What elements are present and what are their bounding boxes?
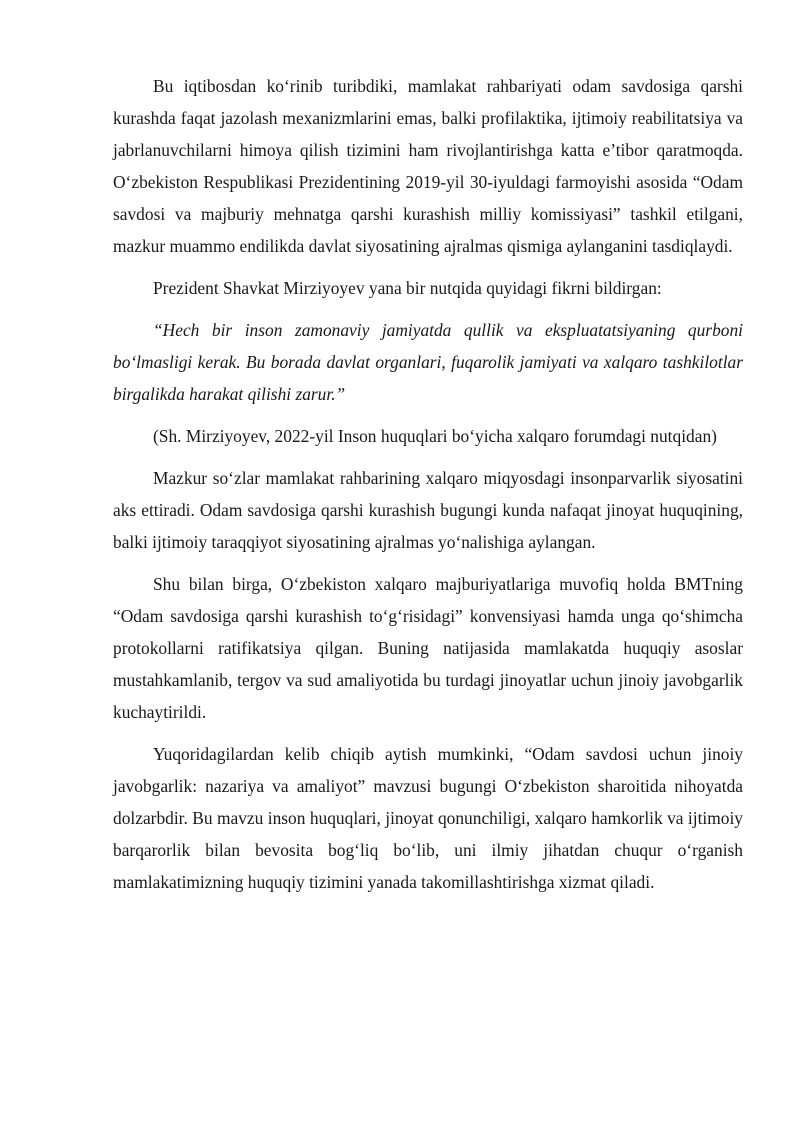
paragraph-international-obligations: Shu bilan birga, O‘zbekiston xalqaro majburiyatlariga muvofiq holda BMTning “Odam savdosiga qarshi kurashish to‘g‘risidagi” konvensiyasi hamda unga qo‘shimcha protokollarni ratifikatsiya qilgan. Buning natijasida mamlakatda huquqiy asoslar mustahkamlanib, tergov va sud amaliyotida bu turdagi jinoyatlar uchun jinoiy javobgarlik kuchaytirildi.: [113, 574, 743, 722]
document-page: [113, 70, 743, 908]
quote-citation: (Sh. Mirziyoyev, 2022-yil Inson huquqlari bo‘yicha xalqaro forumdagi nutqidan): [153, 426, 717, 446]
quote-paragraph: “Hech bir inson zamonaviy jamiyatda qullik va ekspluatatsiyaning qurboni bo‘lmasligi kerak. Bu borada davlat organlari, fuqarolik jamiyati va xalqaro tashkilotlar birgalikda harakat qilishi zarur.”: [113, 320, 743, 404]
paragraph-conclusion: Yuqoridagilardan kelib chiqib aytish mumkinki, “Odam savdosi uchun jinoiy javobgarlik: nazariya va amaliyot” mavzusi bugungi O‘zbekiston sharoitida nihoyatda dolzarbdir. Bu mavzu inson huquqlari, jinoyat qonunchiligi, xalqaro hamkorlik va ijtimoiy barqarorlik bilan bevosita bog‘liq bo‘lib, uni ilmiy jihatdan chuqur o‘rganish mamlakatimizning huquqiy tizimini yanada takomillashtirishga xizmat qiladi.: [113, 744, 743, 892]
paragraph-humanitarian-policy: Mazkur so‘zlar mamlakat rahbarining xalqaro miqyosdagi insonparvarlik siyosatini aks ettiradi. Odam savdosiga qarshi kurashish bugungi kunda nafaqat jinoyat huquqining, balki ijtimoiy taraqqiyot siyosatining ajralmas yo‘nalishiga aylangan.: [113, 468, 743, 552]
paragraph-president-statement: Prezident Shavkat Mirziyoyev yana bir nutqida quyidagi fikrni bildirgan:: [153, 278, 662, 298]
paragraph-intro: Bu iqtibosdan ko‘rinib turibdiki, mamlakat rahbariyati odam savdosiga qarshi kurashda faqat jazolash mexanizmlarini emas, balki profilaktika, ijtimoiy reabilitatsiya va jabrlanuvchilarni himoya qilish tizimini ham rivojlantirishga katta e’tibor qaratmoqda. O‘zbekiston Respublikasi Prezidentining 2019-yil 30-iyuldagi farmoyishi asosida “Odam savdosi va majburiy mehnatga qarshi kurashish milliy komissiyasi” tashkil etilgani, mazkur muammo endilikda davlat siyosatining ajralmas qismiga aylanganini tasdiqlaydi.: [113, 76, 743, 256]
